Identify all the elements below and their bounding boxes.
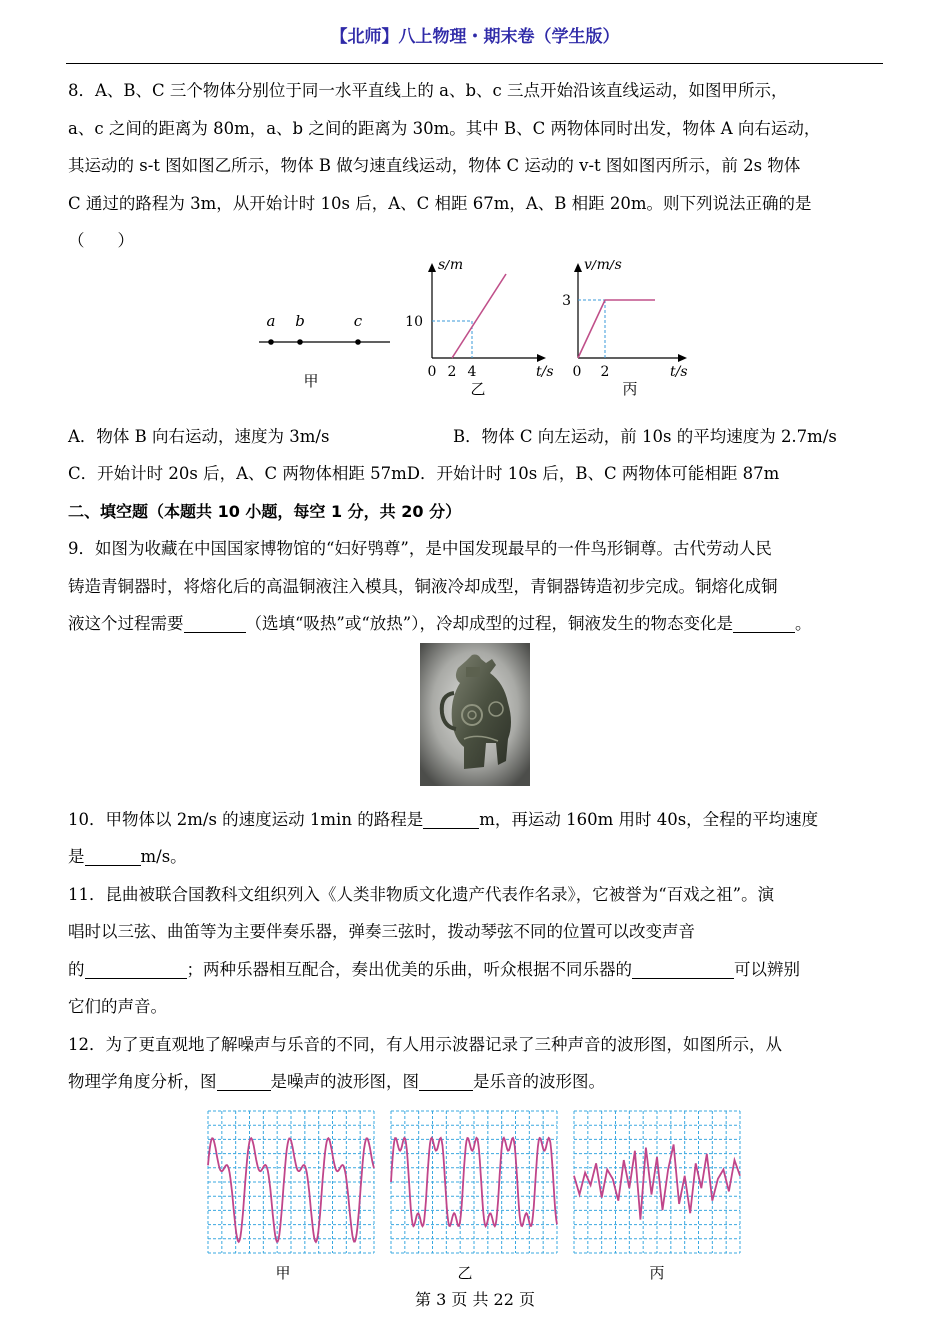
figure-bing bbox=[562, 260, 687, 398]
q11-text-c: 可以辨别 bbox=[734, 959, 800, 979]
q12-line-1: 12．为了更直观地了解噪声与乐音的不同，有人用示波器记录了三种声音的波形图，如图所示，从 bbox=[68, 1034, 782, 1054]
q11-blank-2[interactable] bbox=[632, 956, 734, 979]
bing-caption: 丙 bbox=[622, 379, 638, 398]
q10-text-c: 是 bbox=[68, 847, 85, 866]
q10-blank-2[interactable] bbox=[85, 843, 141, 866]
q11-line-1: 11．昆曲被联合国教科文组织列入《人类非物质文化遗产代表作名录》，它被誉为“百戏之祖”。演 bbox=[68, 884, 775, 904]
q8-option-a[interactable]: A．物体 B 向右运动，速度为 3m/s bbox=[68, 426, 330, 446]
jia-point-c bbox=[355, 339, 361, 345]
section-2-title: 二、填空题（本题共 10 小题，每空 1 分，共 20 分） bbox=[68, 501, 462, 521]
jia-label-c: c bbox=[353, 311, 363, 330]
q8-line-3: 其运动的 s-t 图如图乙所示，物体 B 做匀速直线运动，物体 C 运动的 v-t 图如图丙所示，前 2s 物体 bbox=[68, 156, 801, 175]
bing-xtick-0: 0 bbox=[572, 363, 582, 380]
q8-figures-svg bbox=[68, 260, 883, 418]
q11-text-b: ；两种乐器相互配合，奏出优美的乐曲，听众根据不同乐器的 bbox=[186, 959, 632, 979]
figure-yi bbox=[405, 260, 553, 398]
q11-blank-1[interactable] bbox=[85, 956, 187, 979]
bing-xtick-2: 2 bbox=[600, 363, 610, 380]
q10-text-d: m/s。 bbox=[140, 847, 187, 866]
q12-line-2 bbox=[68, 1063, 883, 1101]
jia-point-b bbox=[297, 339, 303, 345]
page-footer: 第 3 页 共 22 页 bbox=[415, 1290, 535, 1309]
bing-x-arrow bbox=[678, 354, 687, 362]
q12-text-c: 是乐音的波形图。 bbox=[473, 1072, 605, 1091]
q8-options-row-1 bbox=[68, 418, 883, 456]
waveform-panel-bing bbox=[574, 1111, 740, 1253]
yi-ytick-10: 10 bbox=[405, 313, 423, 330]
q8-line-2: a、c 之间的距离为 80m，a、b 之间的距离为 30m。其中 B、C 两物体同时出发，物体 A 向右运动， bbox=[68, 118, 821, 138]
bing-ytick-3: 3 bbox=[562, 292, 571, 309]
q8-option-c[interactable]: C．开始计时 20s 后，A、C 两物体相距 57m bbox=[68, 464, 407, 483]
waveform-grid bbox=[391, 1111, 557, 1253]
bing-xlabel: t/s bbox=[670, 363, 688, 380]
q9-text-b: （选填“吸热”或“放热”），冷却成型的过程，铜液发生的物态变化是 bbox=[245, 614, 733, 633]
q12-blank-1[interactable] bbox=[217, 1068, 271, 1091]
yi-y-arrow bbox=[428, 263, 436, 272]
q10-line-1 bbox=[68, 801, 883, 839]
bing-series-line bbox=[578, 300, 655, 358]
q12-text-a: 物理学角度分析，图 bbox=[68, 1072, 217, 1091]
yi-xtick-2: 2 bbox=[447, 363, 457, 380]
owl-zun-photo bbox=[68, 643, 883, 801]
q8-line-5: （ ） bbox=[68, 231, 134, 250]
q10-blank-1[interactable] bbox=[423, 806, 479, 829]
q8-figures bbox=[68, 260, 883, 418]
page-header: 【北师】八上物理・期末卷（学生版） bbox=[330, 27, 620, 47]
bing-y-arrow bbox=[574, 263, 582, 272]
jia-caption: 甲 bbox=[303, 371, 319, 390]
waveform-caption-jia: 甲 bbox=[275, 1263, 291, 1282]
waveform-svg bbox=[68, 1101, 883, 1283]
waveform-grid bbox=[208, 1111, 374, 1253]
waveform-caption-bing: 丙 bbox=[649, 1263, 665, 1282]
q9-text-c: 。 bbox=[795, 614, 812, 633]
q9-line-2: 铸造青铜器时，将熔化后的高温铜液注入模具，铜液冷却成型，青铜器铸造初步完成。铜熔化成铜 bbox=[68, 576, 778, 596]
q8-options-row-2 bbox=[68, 455, 883, 493]
bing-ylabel: v/m/s bbox=[584, 259, 622, 273]
q8-line-1: 8．A、B、C 三个物体分别位于同一水平直线上的 a、b、c 三点开始沿该直线运动，如图甲所示， bbox=[68, 81, 788, 100]
header-divider bbox=[66, 63, 883, 64]
yi-series-line bbox=[452, 274, 506, 358]
q8-line-4: C 通过的路程为 3m，从开始计时 10s 后，A、C 相距 67m，A、B 相距 20m。则下列说法正确的是 bbox=[68, 193, 812, 213]
figure-jia bbox=[259, 312, 390, 390]
page-content bbox=[68, 72, 883, 1283]
jia-label-b: b bbox=[295, 311, 305, 330]
q10-text-a: 10．甲物体以 2m/s 的速度运动 1min 的路程是 bbox=[68, 809, 424, 829]
waveform-caption-yi: 乙 bbox=[457, 1263, 473, 1282]
yi-x-arrow bbox=[537, 354, 546, 362]
jia-point-a bbox=[268, 339, 274, 345]
yi-xlabel: t/s bbox=[536, 363, 554, 380]
q10-line-2 bbox=[68, 838, 883, 876]
waveform-panel-jia bbox=[208, 1111, 374, 1253]
q9-line-3 bbox=[68, 605, 883, 643]
yi-xtick-0: 0 bbox=[427, 363, 437, 380]
q12-text-b: 是噪声的波形图，图 bbox=[270, 1072, 419, 1091]
q11-text-a: 的 bbox=[68, 959, 85, 979]
q9-blank-2[interactable] bbox=[733, 610, 795, 633]
jia-label-a: a bbox=[266, 311, 276, 330]
waveform-panel-yi bbox=[391, 1111, 557, 1253]
q12-blank-2[interactable] bbox=[419, 1068, 473, 1091]
q8-option-b[interactable]: B．物体 C 向左运动，前 10s 的平均速度为 2.7m/s bbox=[453, 426, 837, 446]
q11-line-4: 它们的声音。 bbox=[68, 997, 167, 1016]
q9-blank-1[interactable] bbox=[184, 610, 246, 633]
q11-line-2: 唱时以三弦、曲笛等为主要伴奏乐器，弹奏三弦时，拨动琴弦不同的位置可以改变声音 bbox=[68, 922, 695, 941]
q12-waveforms bbox=[68, 1101, 883, 1283]
q10-text-b: m，再运动 160m 用时 40s，全程的平均速度 bbox=[479, 809, 819, 829]
q8-option-d[interactable]: D．开始计时 10s 后，B、C 两物体可能相距 87m bbox=[406, 464, 780, 483]
yi-ylabel: s/m bbox=[438, 259, 464, 273]
q9-text-a: 液这个过程需要 bbox=[68, 614, 184, 633]
q9-photo-area bbox=[68, 643, 883, 801]
yi-caption: 乙 bbox=[470, 379, 486, 398]
yi-xtick-4: 4 bbox=[467, 363, 477, 380]
q11-line-3 bbox=[68, 951, 883, 989]
q9-line-1: 9．如图为收藏在中国国家博物馆的“妇好鸮尊”，是中国发现最早的一件鸟形铜尊。古代劳动人民 bbox=[68, 539, 772, 558]
